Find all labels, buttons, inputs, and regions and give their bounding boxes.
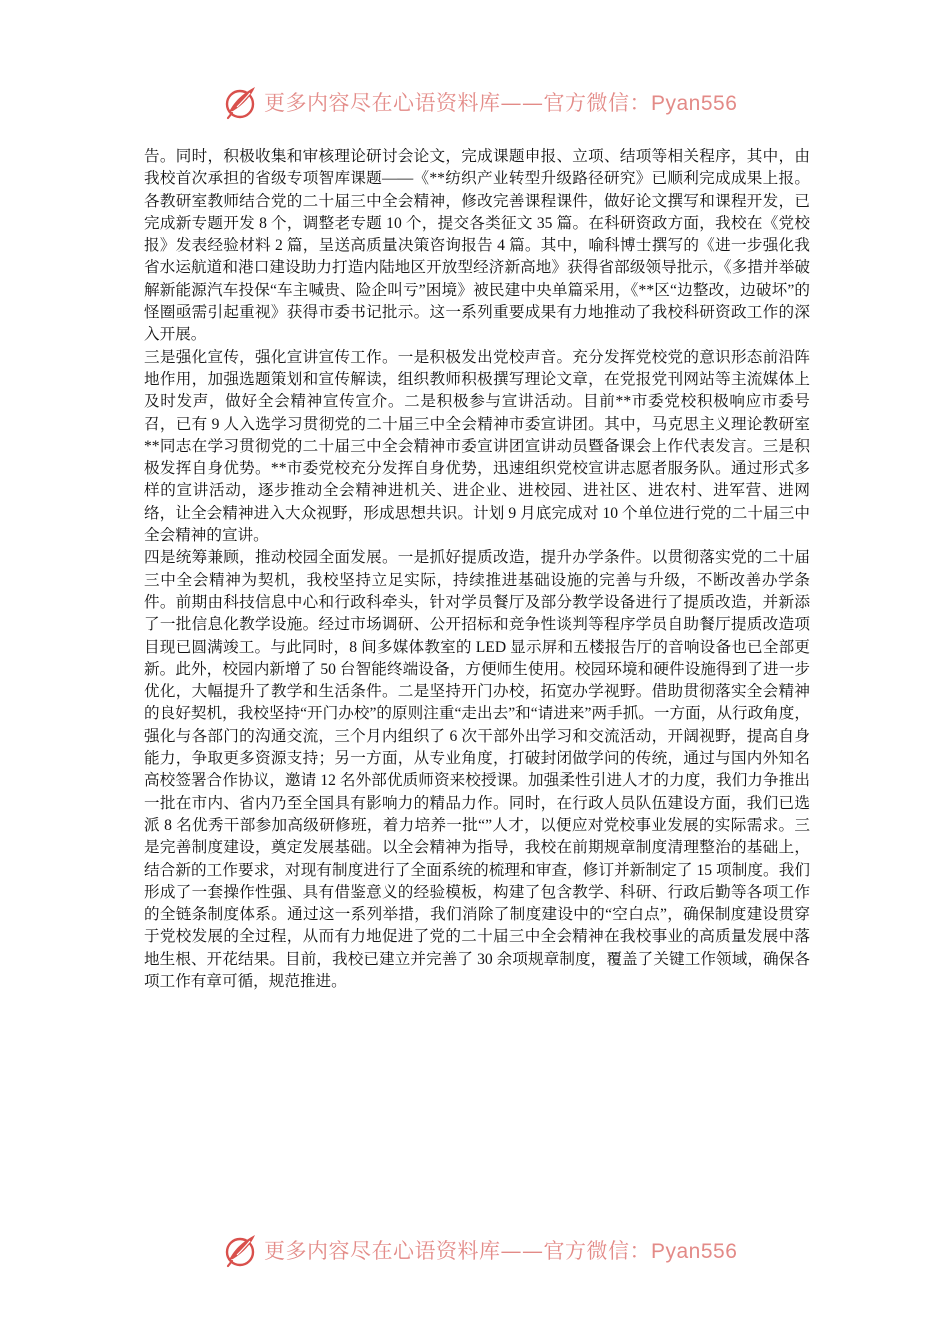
document-body — [144, 146, 810, 993]
header-banner-text — [264, 87, 737, 117]
pen-logo-icon — [220, 82, 260, 122]
paragraph-1: 告。同时，积极收集和审核理论研讨会论文，完成课题申报、立项、结项等相关程序，其中，由我校首次承担的省级专项智库课题——《**纺织产业转型升级路径研究》已顺利完成成果上报。各教研室教师结合党的二十届三中全会精神，修改完善课程课件，做好论文撰写和课程开发，已完成新专题开发 8 个，调整老专题 10 个，提交各类征文 35 篇。在科研资政方面，我校在《党校报》发表经验材料 2 篇，呈送高质量决策咨询报告 4 篇。其中，喻科博士撰写的《进一步强化我省水运航道和港口建设助力打造内陆地区开放型经济新高地》获得省部级领导批示，《多措并举破解新能源汽车投保“车主喊贵、险企叫亏”困境》被民建中央单篇采用，《**区“边整改，边破坏”的怪圈亟需引起重视》获得市委书记批示。这一系列重要成果有力地推动了我校科研资政工作的深入开展。 — [144, 148, 810, 344]
paragraph-2: 三是强化宣传，强化宣讲宣传工作。一是积极发出党校声音。充分发挥党校党的意识形态前沿阵地作用，加强选题策划和宣传解读，组织教师积极撰写理论文章，在党报党刊网站等主流媒体上及时发声，做好全会精神宣传宣介。二是积极参与宣讲活动。目前**市委党校积极响应市委号召，已有 9 人入选学习贯彻党的二十届三中全会精神市委宣讲团。其中，马克思主义理论教研室**同志在学习贯彻党的二十届三中全会精神市委宣讲团宣讲动员暨备课会上作代表发言。三是积极发挥自身优势。**市委党校充分发挥自身优势，迅速组织党校宣讲志愿者服务队。通过形式多样的宣讲活动，逐步推动全会精神进机关、进企业、进校园、进社区、进农村、进军营、进网络，让全会精神进入大众视野，形成思想共识。计划 9 月底完成对 10 个单位进行党的二十届三中全会精神的宣讲。 — [144, 348, 810, 545]
header-wechat-id: Pyan556 — [651, 92, 738, 115]
footer-banner-text — [264, 1235, 737, 1265]
pen-logo-icon — [220, 1230, 260, 1270]
footer-banner-label: 更多内容尽在心语资料库——官方微信： — [264, 1239, 651, 1263]
footer-banner — [220, 1228, 740, 1272]
header-banner-label: 更多内容尽在心语资料库——官方微信： — [264, 91, 651, 115]
paragraph-3: 四是统筹兼顾，推动校园全面发展。一是抓好提质改造，提升办学条件。以贯彻落实党的二十届三中全会精神为契机，我校坚持立足实际，持续推进基础设施的完善与升级，不断改善办学条件。前期由科技信息中心和行政科牵头，针对学员餐厅及部分教学设备进行了提质改造，并新添了一批信息化教学设施。经过市场调研、公开招标和竞争性谈判等程序学员自助餐厅提质改造项目现已圆满竣工。与此同时，8 间多媒体教室的 LED 显示屏和五楼报告厅的音响设备也已全部更新。此外，校园内新增了 50 台智能终端设备，方便师生使用。校园环境和硬件设施得到了进一步优化，大幅提升了教学和生活条件。二是坚持开门办校，拓宽办学视野。借助贯彻落实全会精神的良好契机，我校坚持“开门办校”的原则注重“走出去”和“请进来”两手抓。一方面，从行政角度，强化与各部门的沟通交流，三个月内组织了 6 次干部外出学习和交流活动，开阔视野，提高自身能力，争取更多资源支持；另一方面，从专业角度，打破封闭做学问的传统，通过与国内外知名高校签署合作协议，邀请 12 名外部优质师资来校授课。加强柔性引进人才的力度，我们力争推出一批在市内、省内乃至全国具有影响力的精品力作。同时，在行政人员队伍建设方面，我们已选派 8 名优秀干部参加高级研修班，着力培养一批“”人才，以便应对党校事业发展的实际需求。三是完善制度建设，奠定发展基础。以全会精神为指导，我校在前期规章制度清理整治的基础上，结合新的工作要求，对现有制度进行了全面系统的梳理和审查，修订并新制定了 15 项制度。我们形成了一套操作性强、具有借鉴意义的经验模板，构建了包含教学、科研、行政后勤等各项工作的全链条制度体系。通过这一系列举措，我们消除了制度建设中的“空白点”，确保制度建设贯穿于党校发展的全过程，从而有力地促进了党的二十届三中全会精神在我校事业的高质量发展中落地生根、开花结果。目前，我校已建立并完善了 30 余项规章制度，覆盖了关键工作领域，确保各项工作有章可循，规范推进。 — [144, 549, 810, 990]
header-banner — [220, 80, 740, 124]
footer-wechat-id: Pyan556 — [651, 1240, 738, 1263]
